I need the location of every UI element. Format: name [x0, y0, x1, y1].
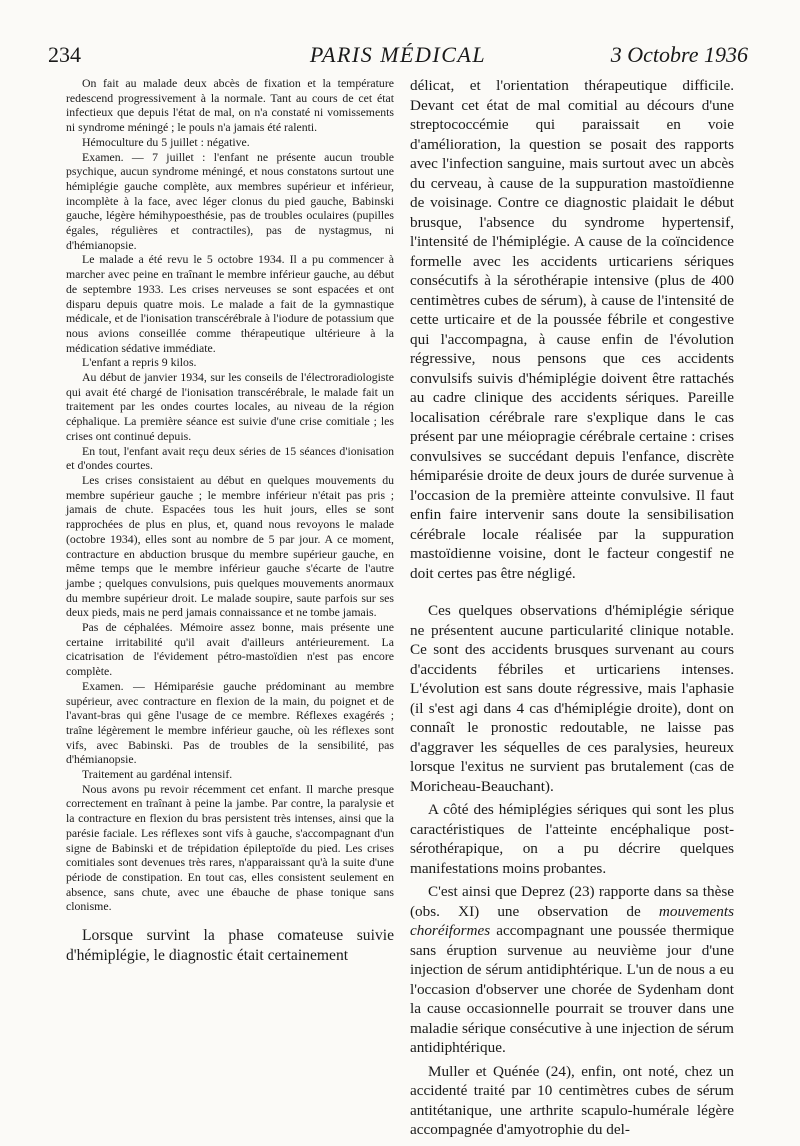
paragraph-body: Ces quelques observations d'hémiplégie sérique ne présentent aucune particularité clinique notable. Ce sont des accidents brusques survenant au cours d'accidents fébriles et urticariens intenses. L'évolution est sans doute régressive, mais l'aphasie (il s'est agi dans 4 cas d'hémiplégie droite), dont on connaît le pronostic redoutable, ne laisse pas d'aggraver les séquelles de ces paralysies, heureux lorsque l'exitus ne survient pas brutalement (cas de Moricheau-Beauchant).	[410, 602, 734, 795]
paragraph: Hémoculture du 5 juillet : négative.	[82, 134, 250, 149]
paragraph: On fait au malade deux abcès de fixation et la température redescend progressivement à la normale. Tant au cours de cet état infectieux que depuis l'état de mal, on n'a constaté ni vomissements ni syndrome méningé ; le pouls n'a jamais été ralenti.	[66, 76, 394, 135]
issue-date: 3 Octobre 1936	[610, 42, 748, 67]
paragraph: Traitement au gardénal intensif.	[82, 767, 233, 782]
paragraph: L'enfant a repris 9 kilos.	[82, 355, 197, 370]
right-column	[410, 76, 734, 1138]
paragraph: Pas de céphalées. Mémoire assez bonne, mais présente une certaine irritabilité qu'il avait d'ailleurs antérieurement. La cicatrisation de l'évidement pétro-mastoïdien n'est pas encore complète.	[66, 620, 394, 679]
paragraph-body: délicat, et l'orientation thérapeutique difficile. Devant cet état de mal comitial au décours d'une streptococcémie qui paraissait en voie d'amélioration, la question se posait des rapports avec l'infection sanguine, mais surtout avec un abcès du cerveau, à cause de la suppuration mastoïdienne de voisinage. Contre ce diagnostic plaidait le début brusque, l'absence du syndrome hypertensif, l'intensité de l'hémiplégie. A cause de la coïncidence formelle avec les accidents urticariens sériques consécutifs à la sérothérapie intensive (plus de 400 centimètres cubes de sérum), à cause de l'intensité de cette urticaire et de la poussée fébrile et congestive qui l'accompagna, à cause enfin de l'évolution régressive, nous pensons que ces accidents convulsifs suivis d'hémiplégie doivent être rattachés au cadre clinique des accidents sériques. Pareille localisation cérébrale rare s'explique dans le cas présent par une méiopragie cérébrale certaine : crises convulsives se succédant depuis l'enfance, discrète hémiparésie droite de deux jours de durée survenue à l'occasion de la première atteinte convulsive. Il faut enfin faire intervenir sans doute la sensibilisation cérébrale locale réalisée par la suppuration mastoïdienne voisine, dont le facteur congestif ne doit certes pas être négligé.	[410, 77, 734, 582]
paragraph-body	[410, 882, 734, 1058]
paragraph-body: Lorsque survint la phase comateuse suivie d'hémiplégie, le diagnostic était certainement	[66, 927, 394, 964]
paragraph: Examen. — 7 juillet : l'enfant ne présente aucun trouble psychique, aucun syndrome méningé, et nous constatons surtout une hémiplégie gauche complète, aux membres supérieur et inférieur, incomplète à la face, avec léger clonus du pied gauche, Babinski gauche, légère hémihypoesthésie, pas de troubles oculaires (pupilles égales, régulières et contractiles), pas de nystagmus, ni d'hémianopsie.	[66, 149, 394, 252]
paragraph: Le malade a été revu le 5 octobre 1934. Il a pu commencer à marcher avec peine en traînant le membre inférieur gauche, au début de septembre 1933. Les crises nerveuses se sont espacées et ont disparu depuis quatre mois. Le malade a fait de la gymnastique médicale, et de l'ionisation transcérébrale à l'iodure de potassium que nous avions conseillée comme thérapeutique ultérieure à la médication sédative immédiate.	[66, 252, 394, 355]
paragraph: Au début de janvier 1934, sur les conseils de l'électroradiologiste qui avait été chargé de l'ionisation transcérébrale, le malade fait un traitement par les ondes courtes locales, au niveau de la région céphalique. La première séance est suivie d'une crise comitiale ; les crises ont continué depuis.	[66, 370, 394, 443]
paragraph: Les crises consistaient au début en quelques mouvements du membre supérieur gauche ; le membre inférieur n'était pas pris ; jamais de chute. Espacées tous les huit jours, elles se sont rapprochées de plus en plus, et, quand nous revoyons le malade (octobre 1934), elles sont au nombre de 5 par jour. A ce moment, contracture en abduction brusque du membre supérieur gauche, en même temps que le membre inférieur gauche s'écarte de l'autre jambe ; quelques convulsions, puis quelques mouvements anormaux du membre supérieur droit. Le malade soupire, saute parfois sur ses deux pieds, mais ne perd jamais connaissance et ne tombe jamais.	[66, 472, 394, 620]
paragraph-body: Muller et Quénée (24), enfin, ont noté, chez un accidenté traité par 10 centimètres cubes de sérum antitétanique, une arthrite scapulo-humérale légère accompagnée d'amyotrophie du del-	[410, 1062, 734, 1138]
journal-title: PARIS MÉDICAL	[309, 42, 487, 67]
page-number: 234	[48, 42, 81, 67]
paragraph-body: A côté des hémiplégies sériques qui sont les plus caractéristiques de l'atteinte encéphalique post-sérothérapique, on a pu décrire quelques manifestations moins probantes.	[410, 801, 734, 877]
paragraph: Examen. — Hémiparésie gauche prédominant au membre supérieur, avec contracture en flexion de la main, du poignet et de l'avant-bras qui gêne l'usage de ce membre. Réflexes exagérés ; traîne légèrement le membre inférieur gauche, où les réflexes sont vifs, avec Babinski. Pas de troubles de la sensibilité, pas d'hémianopsie.	[66, 678, 394, 767]
left-column	[66, 76, 394, 1116]
page-header	[48, 42, 748, 74]
emphasis-text: mouvements choréiformes	[410, 902, 734, 939]
text-run: C'est ainsi que Deprez (23) rapporte dans sa thèse (obs. XI) une observation de	[410, 883, 734, 920]
text-run: accompagnant une poussée thermique sans éruption survenue au neuvième jour d'une injection de sérum antidiphtérique. L'un de nous a eu l'occasion d'observer une chorée de Sydenham dont la cause occasionnelle pourrait se trouver dans une maladie sérique consécutive à une injection de sérum antidiphtérique.	[410, 922, 734, 1056]
paragraph: En tout, l'enfant avait reçu deux séries de 15 séances d'ionisation et d'ondes courtes.	[66, 443, 394, 473]
paragraph: Nous avons pu revoir récemment cet enfant. Il marche presque correctement en traînant à peine la jambe. Par contre, la paralysie et la contracture en flexion du bras persistent très intenses, ainsi que la parésie faciale. Les réflexes sont vifs à gauche, s'accompagnant d'un signe de Babinski et de trépidation épileptoïde du pied. Les crises comitiales sont devenues très rares, n'apparaissant qu'à la suite d'une période de constipation. En tout cas, elles consistent seulement en absence, sans chute, avec une ébauche de phase tonique sans clonisme.	[66, 781, 394, 914]
